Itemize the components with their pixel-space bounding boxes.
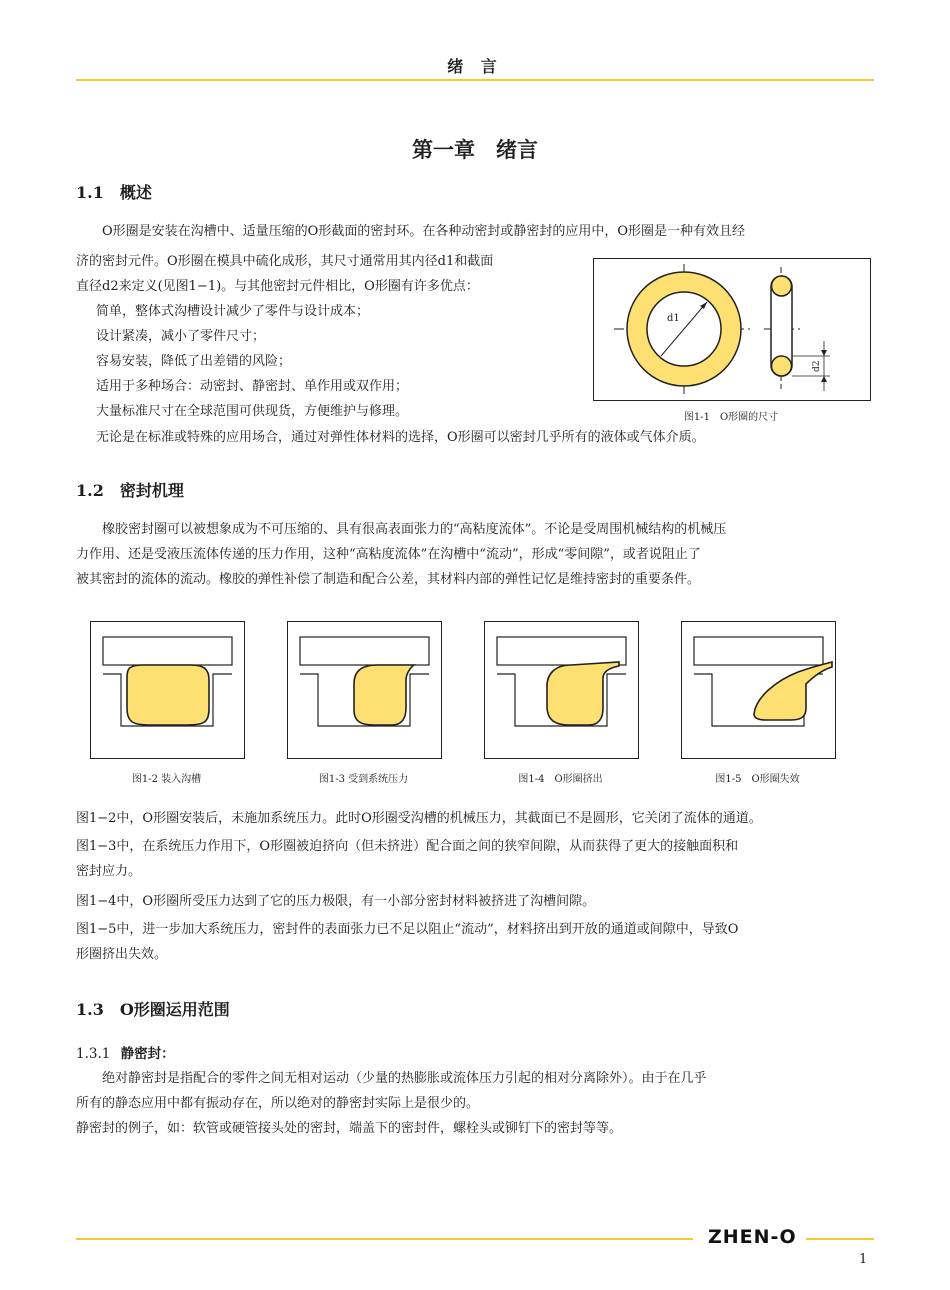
subsection-number: 1.3.1 bbox=[76, 1046, 111, 1062]
section-1-1-closing: 无论是在标准或特殊的应用场合，通过对弹性体材料的选择，O形圈可以密封几乎所有的液体或气体介质。 bbox=[96, 430, 705, 445]
o-ring-installed bbox=[127, 665, 209, 725]
figure-note: 密封应力。 bbox=[76, 864, 142, 879]
section-1-3-heading: 1.3 O形圈运用范围 bbox=[76, 1000, 230, 1019]
o-ring-extruded bbox=[547, 662, 619, 725]
advantage-item: 设计紧凑，减小了零件尺寸； bbox=[96, 329, 266, 344]
figure-1-4-caption: 图1-4 O形圈挤出 bbox=[518, 774, 603, 785]
figure-1-5-caption: 图1-5 O形圈失效 bbox=[715, 774, 800, 785]
figure-1-4 bbox=[484, 621, 639, 759]
figure-note: 图1−2中，O形圈安装后，未施加系统压力。此时O形圈受沟槽的机械压力，其截面已不是圆形，它关闭了流体的通道。 bbox=[76, 811, 762, 826]
label-d2: d2 bbox=[812, 360, 822, 372]
figure-1-3 bbox=[287, 621, 442, 759]
figure-note: 图1−4中，O形圈所受压力达到了它的压力极限，有一小部分密封材料被挤进了沟槽间隙。 bbox=[76, 894, 596, 909]
advantages-list bbox=[96, 300, 408, 425]
subsection-1-3-1-heading bbox=[76, 1042, 175, 1062]
figure-note: 图1−3中，在系统压力作用下，O形圈被迫挤向（但未挤进）配合面之间的狭窄间隙，从而获得了更大的接触面积和 bbox=[76, 839, 739, 854]
section-1-3-line3: 静密封的例子，如：软管或硬管接头处的密封，端盖下的密封件，螺栓头或铆钉下的密封等等。 bbox=[76, 1121, 623, 1136]
section-1-1-para1-line2: 济的密封元件。O形圈在模具中硫化成形，其尺寸通常用其内径d1和截面 bbox=[76, 254, 494, 269]
brand-logo: ZHEN-O bbox=[708, 1226, 797, 1248]
section-1-2-para-line1: 橡胶密封圈可以被想象成为不可压缩的、具有很高表面张力的“高粘度流体”。不论是受周围机械结构的机械压 bbox=[102, 522, 727, 537]
figure-1-1-caption: 图1-1 O形圈的尺寸 bbox=[683, 412, 779, 423]
section-1-2-para-line3: 被其密封的流体的流动。橡胶的弹性补偿了制造和配合公差，其材料内部的弹性记忆是维持密封的重要条件。 bbox=[76, 572, 701, 587]
figure-1-1 bbox=[593, 258, 871, 401]
advantage-item: 容易安装，降低了出差错的风险； bbox=[96, 354, 292, 369]
section-1-1-heading: 1.1 概述 bbox=[76, 183, 152, 202]
advantage-item: 简单，整体式沟槽设计减少了零件与设计成本； bbox=[96, 304, 370, 319]
section-1-2-para-line2: 力作用、还是受液压流体传递的压力作用，这种“高粘度流体”在沟槽中“流动”，形成“零间隙”，或者说阻止了 bbox=[76, 547, 701, 562]
page-number: 1 bbox=[859, 1252, 868, 1267]
section-1-2-heading: 1.2 密封机理 bbox=[76, 481, 184, 500]
advantage-item: 大量标准尺寸在全球范围可供现货，方便维护与修理。 bbox=[96, 404, 409, 419]
subsection-title: 静密封： bbox=[120, 1046, 175, 1062]
figure-1-5 bbox=[681, 621, 836, 759]
section-1-1-para1-line1: O形圈是安装在沟槽中、适量压缩的O形截面的密封环。在各种动密封或静密封的应用中，O形圈是一种有效且经 bbox=[102, 224, 745, 239]
advantage-item: 适用于多种场合：动密封、静密封、单作用或双作用； bbox=[96, 379, 409, 394]
running-header: 绪 言 bbox=[447, 57, 503, 76]
o-ring-failed bbox=[754, 662, 832, 720]
o-ring-under-pressure bbox=[354, 665, 414, 725]
figure-1-2 bbox=[90, 621, 245, 759]
figure-note: 图1−5中，进一步加大系统压力，密封件的表面张力已不足以阻止“流动”，材料挤出到开放的通道或间隙中，导致O bbox=[76, 922, 739, 937]
label-d1: d1 bbox=[667, 313, 680, 324]
header-rule bbox=[76, 79, 874, 81]
section-1-1-para1-line3: 直径d2来定义(见图1−1)。与其他密封元件相比，O形圈有许多优点： bbox=[76, 279, 479, 294]
footer-rule-right bbox=[806, 1238, 874, 1240]
footer-rule-left bbox=[76, 1238, 693, 1240]
section-1-3-line1: 绝对静密封是指配合的零件之间无相对运动（少量的热膨胀或流体压力引起的相对分离除外）。由于在几乎 bbox=[102, 1071, 707, 1086]
figure-note: 形圈挤出失效。 bbox=[76, 947, 168, 962]
figure-1-2-caption: 图1-2 装入沟槽 bbox=[131, 774, 202, 785]
section-1-3-line2: 所有的静态应用中都有振动存在，所以绝对的静密封实际上是很少的。 bbox=[76, 1096, 480, 1111]
chapter-title: 第一章 绪言 bbox=[412, 137, 538, 162]
figure-1-3-caption: 图1-3 受到系统压力 bbox=[318, 774, 409, 785]
o-ring-dimension-drawing bbox=[594, 259, 870, 400]
